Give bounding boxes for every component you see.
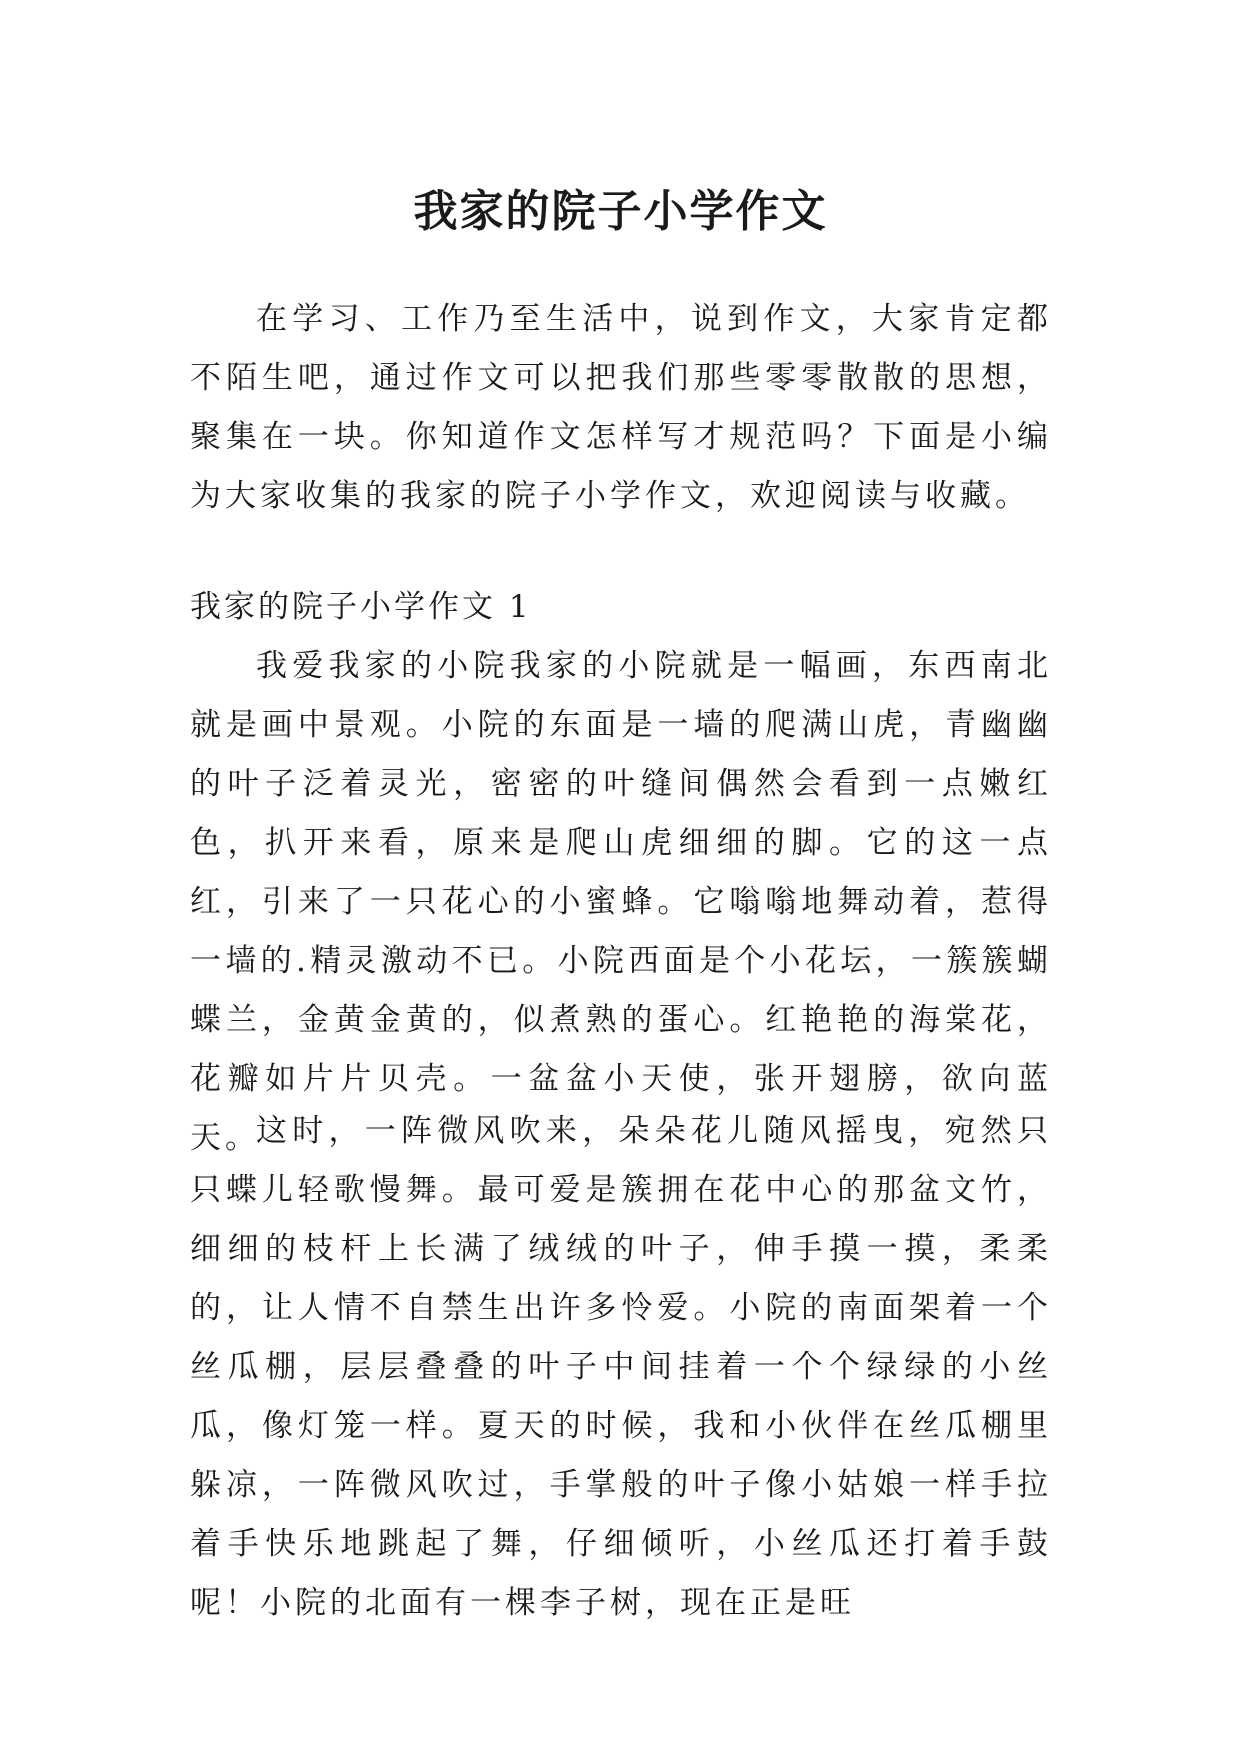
body-paragraph-2: 这时，一阵微风吹来，朵朵花儿随风摇曳，宛然只只蝶儿轻歌慢舞。最可爱是簇拥在花中心的那盆文竹，细细的枝杆上长满了绒绒的叶子，伸手摸一摸，柔柔的，让人情不自禁生出许多怜爱。小院的南面架着一个丝瓜棚，层层叠叠的叶子中间挂着一个个绿绿的小丝瓜，像灯笼一样。夏天的时候，我和小伙伴在丝瓜棚里躲凉，一阵微风吹过，手掌般的叶子像小姑娘一样手拉着手快乐地跳起了舞，仔细倾听，小丝瓜还打着手鼓呢！小院的北面有一棵李子树，现在正是旺 bbox=[190, 1113, 1052, 1621]
body-paragraph-1: 我爱我家的小院我家的小院就是一幅画，东西南北就是画中景观。小院的东面是一墙的爬满山虎，青幽幽的叶子泛着灵光，密密的叶缝间偶然会看到一点嫩红色，扒开来看，原来是爬山虎细细的脚。它的这一点红，引来了一只花心的小蜜蜂。它嗡嗡地舞动着，惹得一墙的.精灵激动不已。小院西面是个小花坛，一簇簇蝴蝶兰，金黄金黄的，似煮熟的蛋心。红艳艳的海棠花，花瓣如片片贝壳。一盆盆小天使，张开翅膀，欲向蓝天。 bbox=[190, 648, 1052, 1156]
intro-paragraph: 在学习、工作乃至生活中，说到作文，大家肯定都不陌生吧，通过作文可以把我们那些零零散散的思想，聚集在一块。你知道作文怎样写才规范吗？下面是小编为大家收集的我家的院子小学作文，欢迎阅读与收藏。 bbox=[190, 301, 1052, 514]
section-heading: 我家的院子小学作文 1 bbox=[190, 589, 532, 625]
document-title: 我家的院子小学作文 bbox=[413, 186, 828, 238]
